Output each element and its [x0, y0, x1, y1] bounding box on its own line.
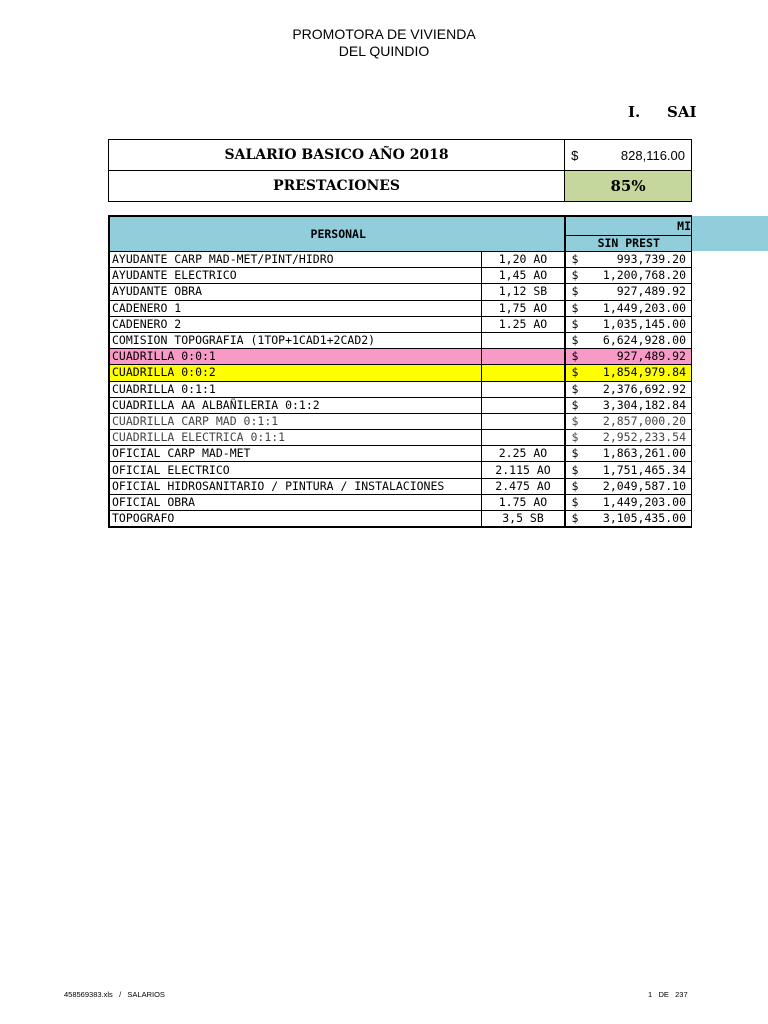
table-row — [109, 462, 692, 478]
company-name-line1: PROMOTORA DE VIVIENDA — [292, 26, 476, 42]
footer-filename: 458569383.xls — [64, 990, 113, 999]
currency-symbol: $ — [571, 446, 579, 461]
row-name: AYUDANTE CARP MAD-MET/PINT/HIDRO — [109, 252, 481, 268]
footer-page-number: 1 — [648, 990, 653, 999]
row-name: AYUDANTE OBRA — [109, 284, 481, 300]
table-row — [109, 268, 692, 284]
row-factor: 1,20 AO — [481, 252, 565, 268]
row-factor: 2.25 AO — [481, 446, 565, 462]
row-name: CUADRILLA 0:1:1 — [109, 381, 481, 397]
row-value: 6,624,928.00 — [602, 333, 686, 348]
currency-symbol: $ — [571, 316, 579, 331]
row-name: CADENERO 1 — [109, 300, 481, 316]
row-name: COMISION TOPOGRAFIA (1TOP+1CAD1+2CAD2) — [109, 332, 481, 348]
table-row — [109, 430, 692, 446]
row-value-cell — [565, 316, 691, 332]
section-title: SAI — [667, 103, 697, 121]
currency-symbol: $ — [571, 462, 579, 477]
currency-symbol: $ — [571, 365, 579, 380]
row-value: 2,376,692.92 — [602, 381, 686, 396]
row-factor — [481, 430, 565, 446]
row-name: OFICIAL HIDROSANITARIO / PINTURA / INSTALACIONES — [109, 478, 481, 494]
table-row — [109, 494, 692, 510]
table-row — [109, 349, 692, 365]
row-value: 2,049,587.10 — [602, 478, 686, 493]
currency-symbol: $ — [571, 284, 579, 299]
row-factor — [481, 349, 565, 365]
column-header-group-label: MI — [677, 218, 691, 233]
salary-summary-table — [108, 139, 692, 202]
row-value: 2,857,000.20 — [602, 413, 686, 428]
currency-symbol: $ — [571, 511, 579, 526]
row-value: 1,449,203.00 — [602, 494, 686, 509]
row-value: 1,035,145.00 — [602, 316, 686, 331]
currency-symbol: $ — [571, 430, 579, 445]
row-value-cell — [565, 397, 691, 413]
row-factor — [481, 397, 565, 413]
row-value-cell — [565, 284, 691, 300]
row-value-cell — [565, 446, 691, 462]
footer-sheet: SALARIOS — [127, 990, 165, 999]
row-factor — [481, 413, 565, 429]
row-value-cell — [565, 430, 691, 446]
table-row — [109, 365, 692, 381]
currency-symbol: $ — [571, 300, 579, 315]
table-row — [109, 316, 692, 332]
row-value: 1,854,979.84 — [602, 365, 686, 380]
currency-symbol: $ — [571, 252, 579, 267]
row-value-cell — [565, 413, 691, 429]
document-header — [0, 26, 768, 60]
row-value: 1,863,261.00 — [602, 446, 686, 461]
table-row — [109, 478, 692, 494]
currency-symbol: $ — [571, 268, 579, 283]
section-heading — [628, 103, 697, 121]
row-factor: 1,75 AO — [481, 300, 565, 316]
header-fill-extension — [692, 216, 768, 251]
currency-symbol: $ — [571, 333, 579, 348]
footer-total: 237 — [675, 990, 688, 999]
row-value-cell — [565, 300, 691, 316]
column-header-sin-prest: SIN PREST — [565, 236, 691, 252]
section-number: I. — [628, 103, 641, 121]
row-value: 927,489.92 — [616, 284, 686, 299]
row-value: 927,489.92 — [616, 349, 686, 364]
currency-symbol: $ — [571, 147, 579, 163]
company-name-line2: DEL QUINDIO — [338, 43, 430, 59]
row-value-cell — [565, 462, 691, 478]
row-value: 1,200,768.20 — [602, 268, 686, 283]
row-factor: 3,5 SB — [481, 511, 565, 528]
salary-value: 828,116.00 — [620, 147, 685, 163]
row-value-cell — [565, 332, 691, 348]
footer-file — [64, 990, 165, 999]
table-row — [109, 284, 692, 300]
table-row — [109, 252, 692, 268]
column-header-group — [565, 216, 691, 236]
row-value: 993,739.20 — [616, 252, 686, 267]
row-name: CUADRILLA AA ALBAÑILERIA 0:1:2 — [109, 397, 481, 413]
row-name: TOPOGRAFO — [109, 511, 481, 528]
table-row — [109, 397, 692, 413]
row-name: CADENERO 2 — [109, 316, 481, 332]
row-factor — [481, 365, 565, 381]
row-value-cell — [565, 478, 691, 494]
row-name: CUADRILLA ELECTRICA 0:1:1 — [109, 430, 481, 446]
row-value-cell — [565, 252, 691, 268]
row-factor — [481, 381, 565, 397]
table-row — [109, 381, 692, 397]
salary-value-cell — [565, 140, 692, 171]
currency-symbol: $ — [571, 349, 579, 364]
row-name: CUADRILLA 0:0:2 — [109, 365, 481, 381]
salary-label: SALARIO BASICO AÑO 2018 — [109, 140, 565, 171]
row-value-cell — [565, 268, 691, 284]
row-value-cell — [565, 494, 691, 510]
row-value: 1,449,203.00 — [602, 300, 686, 315]
table-row — [109, 332, 692, 348]
currency-symbol: $ — [571, 478, 579, 493]
benefits-label: PRESTACIONES — [109, 171, 565, 202]
salary-table — [108, 215, 692, 528]
row-name: CUADRILLA CARP MAD 0:1:1 — [109, 413, 481, 429]
row-factor: 1,12 SB — [481, 284, 565, 300]
row-value-cell — [565, 349, 691, 365]
table-row — [109, 413, 692, 429]
row-factor — [481, 332, 565, 348]
row-name: OFICIAL CARP MAD-MET — [109, 446, 481, 462]
table-row — [109, 446, 692, 462]
currency-symbol: $ — [571, 397, 579, 412]
row-value-cell — [565, 365, 691, 381]
row-factor: 2.475 AO — [481, 478, 565, 494]
row-value: 1,751,465.34 — [602, 462, 686, 477]
footer-separator: / — [119, 990, 122, 999]
table-row — [109, 300, 692, 316]
currency-symbol: $ — [571, 494, 579, 509]
footer-page — [648, 990, 688, 999]
row-value: 3,105,435.00 — [602, 511, 686, 526]
row-factor: 1.25 AO — [481, 316, 565, 332]
row-name: AYUDANTE ELECTRICO — [109, 268, 481, 284]
row-name: OFICIAL OBRA — [109, 494, 481, 510]
benefits-value: 85% — [565, 171, 692, 202]
row-name: OFICIAL ELECTRICO — [109, 462, 481, 478]
table-row — [109, 511, 692, 528]
row-value-cell — [565, 381, 691, 397]
row-factor: 1.75 AO — [481, 494, 565, 510]
column-header-personal: PERSONAL — [109, 216, 565, 252]
row-value-cell — [565, 511, 691, 528]
currency-symbol: $ — [571, 413, 579, 428]
currency-symbol: $ — [571, 381, 579, 396]
row-name: CUADRILLA 0:0:1 — [109, 349, 481, 365]
row-factor: 2.115 AO — [481, 462, 565, 478]
row-value: 3,304,182.84 — [602, 397, 686, 412]
footer-de: DE — [658, 990, 669, 999]
row-value: 2,952,233.54 — [602, 430, 686, 445]
row-factor: 1,45 AO — [481, 268, 565, 284]
